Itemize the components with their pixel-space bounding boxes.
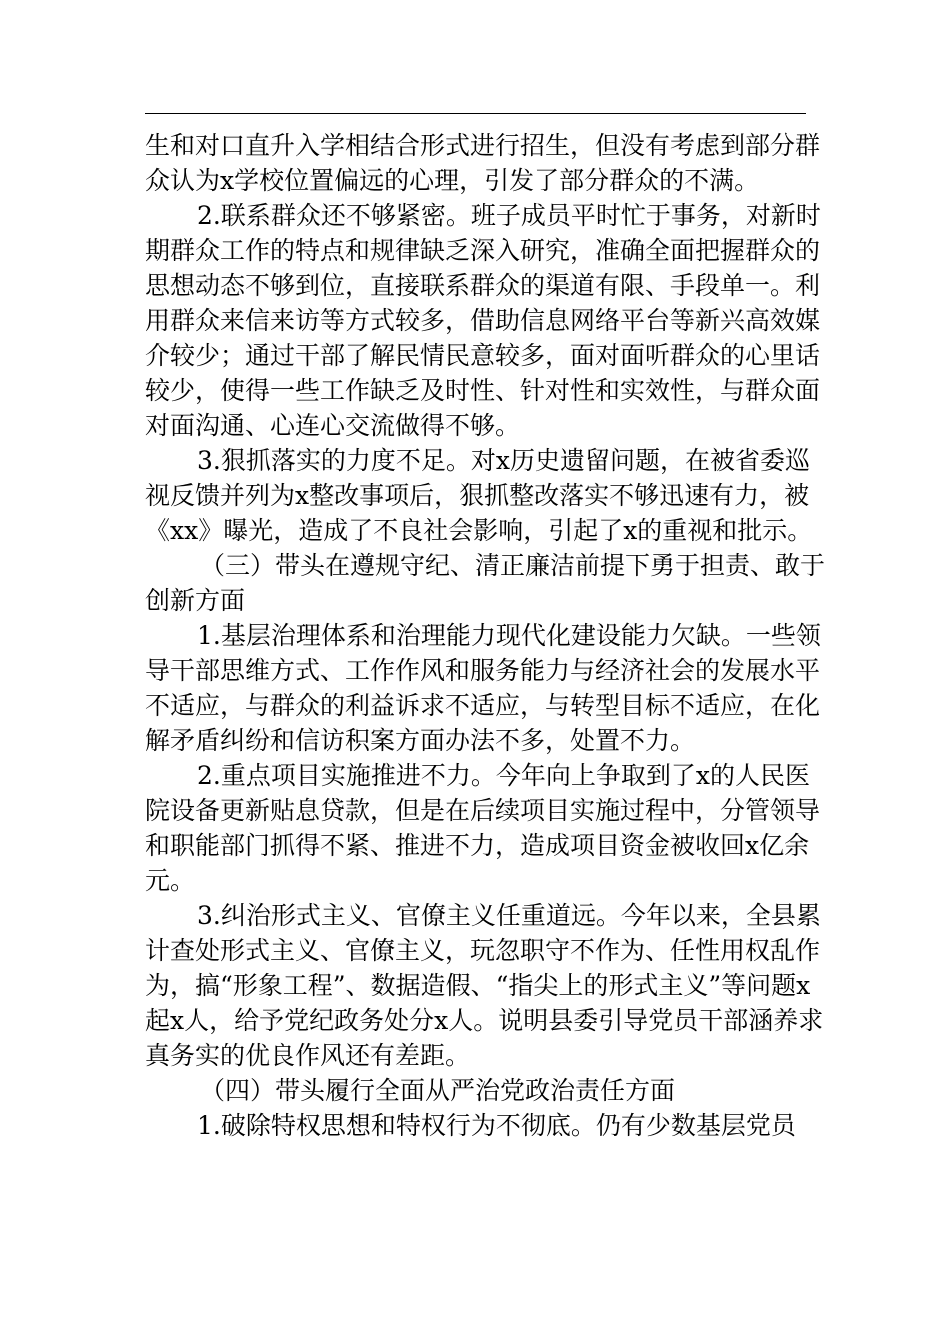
section-heading-three: （三）带头在遵规守纪、清正廉洁前提下勇于担责、敢于创新方面 — [145, 551, 826, 615]
paragraph-item-contact-masses: 2.联系群众还不够紧密。班子成员平时忙于事务，对新时期群众工作的特点和规律缺乏深入研究，准确全面把握群众的思想动态不够到位，直接联系群众的渠道有限、手段单一。利用群众来信来访等方式较多，借助信息网络平台等新兴高效媒介较少；通过干部了解民情民意较多，面对面听群众的心里话较少，使得一些工作缺乏及时性、针对性和实效性，与群众面对面沟通、心连心交流做得不够。 — [145, 201, 821, 440]
document-body — [145, 128, 825, 1143]
paragraph-item-privilege: 1.破除特权思想和特权行为不彻底。仍有少数基层党员 — [197, 1111, 796, 1140]
paragraph-item-formalism: 3.纠治形式主义、官僚主义任重道远。今年以来，全县累计查处形式主义、官僚主义，玩忽职守不作为、任性用权乱作为，搞“形象工程”、数据造假、“指尖上的形式主义”等问题x起x人，给予党纪政务处分x人。说明县委引导党员干部涵养求真务实的优良作风还有差距。 — [145, 901, 824, 1070]
section-heading-four: （四）带头履行全面从严治党政治责任方面 — [200, 1076, 676, 1105]
header-rule — [145, 113, 806, 114]
paragraph-item-key-projects: 2.重点项目实施推进不力。今年向上争取到了x的人民医院设备更新贴息贷款，但是在后续项目实施过程中，分管领导和职能部门抓得不紧、推进不力，造成项目资金被收回x亿余元。 — [145, 761, 821, 895]
paragraph-item-governance: 1.基层治理体系和治理能力现代化建设能力欠缺。一些领导干部思维方式、工作作风和服务能力与经济社会的发展水平不适应，与群众的利益诉求不适应，与转型目标不适应，在化解矛盾纠纷和信访积案方面办法不多，处置不力。 — [145, 621, 821, 755]
paragraph-item-implementation: 3.狠抓落实的力度不足。对x历史遗留问题，在被省委巡视反馈并列为x整改事项后，狠抓整改落实不够迅速有力，被《xx》曝光，造成了不良社会影响，引起了x的重视和批示。 — [145, 446, 813, 545]
paragraph-continuation: 生和对口直升入学相结合形式进行招生，但没有考虑到部分群众认为x学校位置偏远的心理，引发了部分群众的不满。 — [145, 131, 821, 195]
